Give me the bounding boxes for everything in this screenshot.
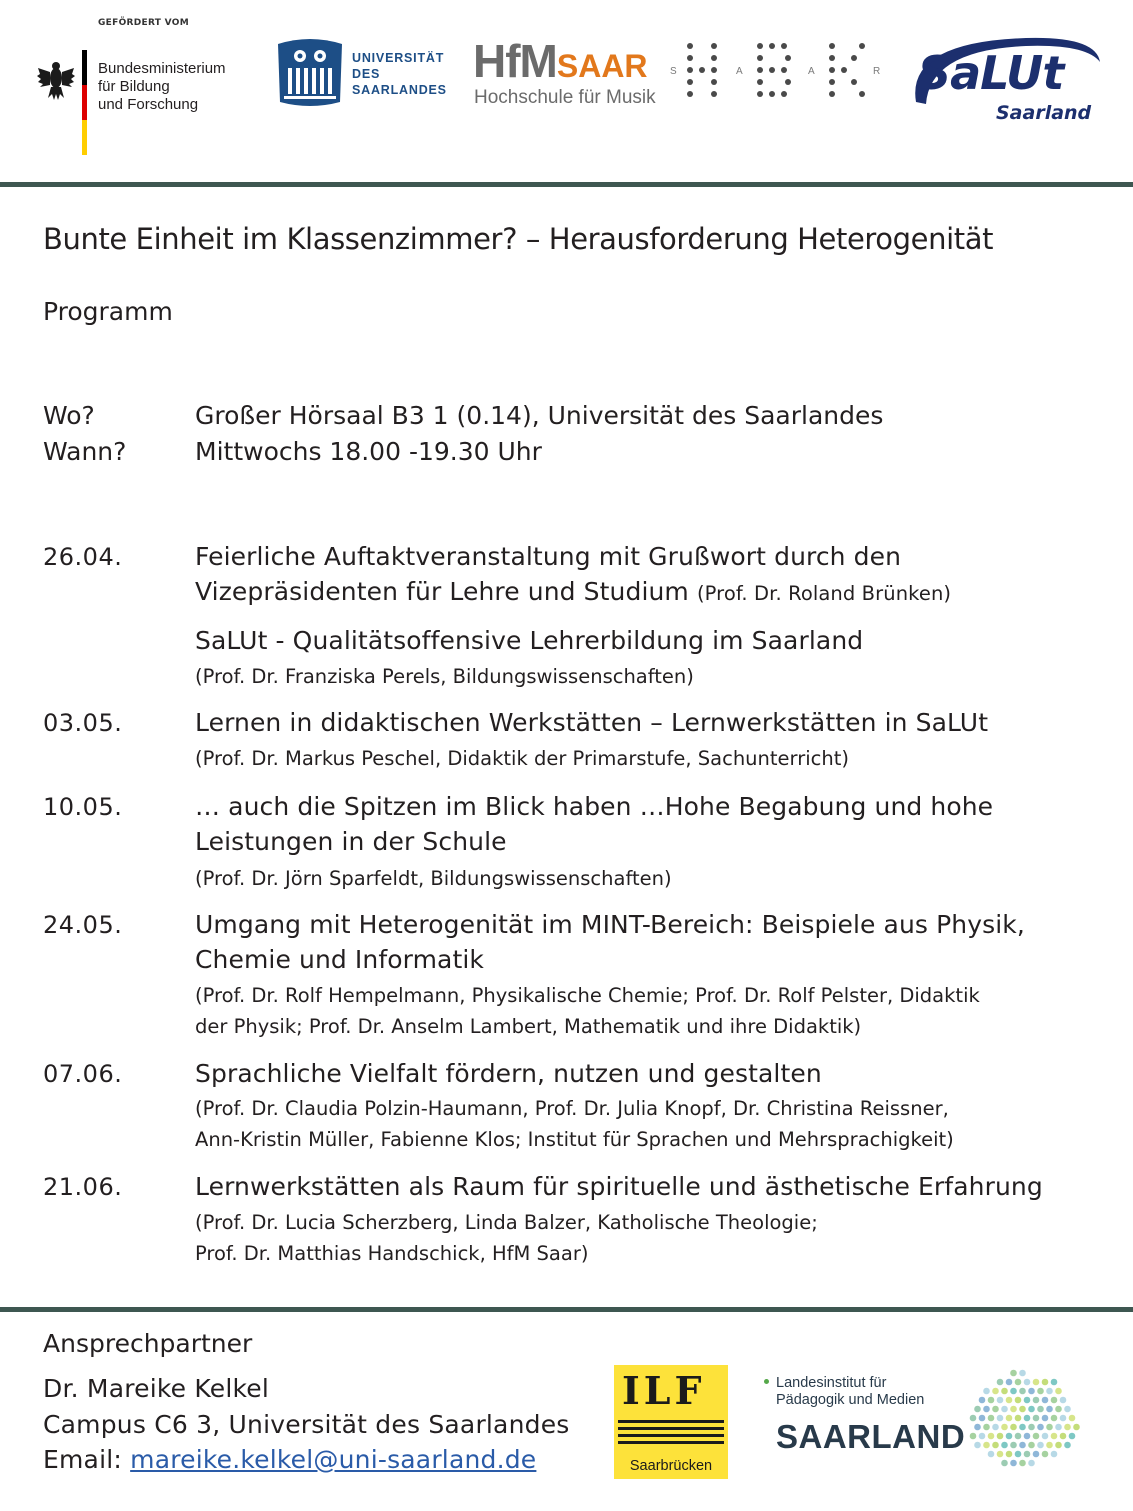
map-dot	[1060, 1433, 1067, 1440]
hbk-letter-3: A	[808, 66, 815, 77]
map-dot	[1001, 1406, 1008, 1413]
map-dot	[1006, 1451, 1013, 1458]
map-dot	[1010, 1424, 1017, 1431]
map-dot	[997, 1433, 1004, 1440]
event-date: 03.05.	[43, 709, 123, 737]
map-dot	[1024, 1379, 1031, 1386]
lpm-line-2: Pädagogik und Medien	[776, 1392, 925, 1408]
map-dot	[1001, 1424, 1008, 1431]
map-dot	[983, 1406, 990, 1413]
map-dot	[992, 1424, 999, 1431]
map-dot	[1033, 1379, 1040, 1386]
event-speaker: Ann-Kristin Müller, Fabienne Klos; Institut für Sprachen und Mehrsprachigkeit)	[195, 1128, 954, 1151]
map-dot	[992, 1442, 999, 1449]
map-dot	[1028, 1406, 1035, 1413]
map-dot	[988, 1415, 995, 1422]
map-dot	[1015, 1451, 1022, 1458]
map-dot	[1064, 1424, 1071, 1431]
map-dot	[1042, 1451, 1049, 1458]
lpm-saarland: SAARLAND	[776, 1418, 966, 1455]
map-dot	[1046, 1424, 1053, 1431]
salut-logo-sub: Saarland	[996, 102, 1092, 124]
map-dot	[1001, 1388, 1008, 1395]
event-speaker: (Prof. Dr. Lucia Scherzberg, Linda Balzer, Katholische Theologie;	[195, 1211, 818, 1234]
map-dot	[1028, 1424, 1035, 1431]
map-dot	[1028, 1388, 1035, 1395]
map-dot	[997, 1451, 1004, 1458]
map-dot	[1033, 1451, 1040, 1458]
page-title: Bunte Einheit im Klassenzimmer? – Herausforderung Heterogenität	[43, 222, 994, 256]
event-date: 07.06.	[43, 1060, 123, 1088]
bmbf-name	[98, 60, 226, 114]
map-dot	[1015, 1397, 1022, 1404]
map-dot	[1046, 1406, 1053, 1413]
event-speaker: (Prof. Dr. Claudia Polzin-Haumann, Prof. Dr. Julia Knopf, Dr. Christina Reissner,	[195, 1097, 949, 1120]
map-dot	[974, 1406, 981, 1413]
lpm-line-1: Landesinstitut für	[776, 1375, 887, 1391]
ilf-stripe	[618, 1427, 724, 1430]
event-speaker: (Prof. Dr. Roland Brünken)	[696, 582, 952, 605]
logo-bar	[0, 0, 1133, 182]
map-dot	[1024, 1451, 1031, 1458]
event-date: 10.05.	[43, 793, 123, 821]
map-dot	[1024, 1433, 1031, 1440]
map-dot	[1010, 1442, 1017, 1449]
map-dot	[1010, 1406, 1017, 1413]
contact-address: Campus C6 3, Universität des Saarlandes	[43, 1410, 570, 1439]
map-dot	[1037, 1424, 1044, 1431]
ilf-stripes	[618, 1420, 724, 1448]
map-dot	[983, 1388, 990, 1395]
map-dot	[1028, 1442, 1035, 1449]
map-dot	[1033, 1433, 1040, 1440]
event-title-line: Feierliche Auftaktveranstaltung mit Grußwort durch den	[195, 542, 902, 571]
map-dot	[1001, 1460, 1008, 1467]
bmbf-funding-label: GEFÖRDERT VOM	[98, 18, 189, 28]
map-dot	[1051, 1433, 1058, 1440]
map-dot	[1060, 1415, 1067, 1422]
bmbf-line-2: für Bildung	[98, 78, 170, 95]
map-dot	[1024, 1397, 1031, 1404]
german-flag-stripe	[82, 50, 87, 155]
map-dot	[1006, 1415, 1013, 1422]
map-dot	[1051, 1397, 1058, 1404]
map-dot	[1019, 1424, 1026, 1431]
map-dot	[1015, 1415, 1022, 1422]
flag-red	[82, 85, 87, 120]
hbk-letter-2: A	[736, 66, 743, 77]
map-dot	[992, 1388, 999, 1395]
bmbf-line-1: Bundesministerium	[98, 60, 226, 77]
map-dot	[1015, 1379, 1022, 1386]
hfm-subtitle: Hochschule für Musik	[474, 87, 656, 108]
map-dot	[1006, 1397, 1013, 1404]
map-dot	[1019, 1460, 1026, 1467]
event-speaker: Prof. Dr. Matthias Handschick, HfM Saar)	[195, 1242, 589, 1265]
when-value: Mittwochs 18.00 -19.30 Uhr	[195, 437, 542, 466]
map-dot	[1033, 1415, 1040, 1422]
event-speaker: (Prof. Dr. Markus Peschel, Didaktik der Primarstufe, Sachunterricht)	[195, 747, 849, 770]
map-dot	[1064, 1406, 1071, 1413]
salut-logo-word: SaLUt	[918, 46, 1064, 100]
map-dot	[1037, 1388, 1044, 1395]
map-dot	[1028, 1460, 1035, 1467]
map-dot	[1024, 1415, 1031, 1422]
top-divider	[0, 182, 1133, 187]
map-dot	[1064, 1442, 1071, 1449]
ilf-stripe	[618, 1420, 724, 1423]
map-dot	[1015, 1433, 1022, 1440]
map-dot	[974, 1424, 981, 1431]
event-title-line: Chemie und Informatik	[195, 945, 484, 974]
bmbf-line-3: und Forschung	[98, 96, 199, 113]
map-dot	[1042, 1433, 1049, 1440]
event-speaker: (Prof. Dr. Franziska Perels, Bildungswissenschaften)	[195, 665, 694, 688]
map-dot	[1019, 1406, 1026, 1413]
map-dot	[1001, 1442, 1008, 1449]
map-dot	[983, 1442, 990, 1449]
event-speaker: der Physik; Prof. Dr. Anselm Lambert, Mathematik und ihre Didaktik)	[195, 1015, 862, 1038]
map-dot	[997, 1397, 1004, 1404]
program-heading: Programm	[43, 297, 173, 326]
map-dot	[1051, 1379, 1058, 1386]
hfm-saar-word: SAAR	[556, 48, 648, 84]
map-dot	[1069, 1415, 1076, 1422]
contact-heading: Ansprechpartner	[43, 1329, 253, 1358]
lpm-bullet-icon	[764, 1379, 769, 1384]
university-name	[352, 50, 447, 98]
where-value: Großer Hörsaal B3 1 (0.14), Universität des Saarlandes	[195, 401, 884, 430]
map-dot	[1046, 1442, 1053, 1449]
event-title-line: Sprachliche Vielfalt fördern, nutzen und gestalten	[195, 1059, 822, 1088]
federal-eagle-icon	[36, 58, 76, 104]
map-dot	[1073, 1424, 1080, 1431]
map-dot	[1033, 1397, 1040, 1404]
when-label: Wann?	[43, 437, 127, 466]
map-dot	[979, 1415, 986, 1422]
map-dot	[997, 1379, 1004, 1386]
contact-email-line	[43, 1445, 536, 1474]
map-dot	[992, 1406, 999, 1413]
ilf-city: Saarbrücken	[629, 1458, 713, 1474]
event-speaker: (Prof. Dr. Rolf Hempelmann, Physikalische Chemie; Prof. Dr. Rolf Pelster, Didaktik	[195, 984, 980, 1007]
event-title-line: Lernwerkstätten als Raum für spirituelle und ästhetische Erfahrung	[195, 1172, 1043, 1201]
hbk-letter-1: S	[670, 66, 677, 77]
map-dot	[1069, 1433, 1076, 1440]
map-dot	[1055, 1442, 1062, 1449]
event-speaker: (Prof. Dr. Jörn Sparfeldt, Bildungswissenschaften)	[195, 867, 672, 890]
map-dot	[1051, 1415, 1058, 1422]
hbk-letter-4: R	[873, 66, 881, 77]
map-dot	[1042, 1415, 1049, 1422]
ilf-stripe	[618, 1434, 724, 1437]
hfm-logo	[473, 36, 648, 91]
map-dot	[1037, 1406, 1044, 1413]
event-title-line	[195, 577, 951, 606]
map-dot	[1055, 1388, 1062, 1395]
event-title-line: Umgang mit Heterogenität im MINT-Bereich: Beispiele aus Physik,	[195, 910, 1025, 939]
map-dot	[988, 1451, 995, 1458]
map-dot	[988, 1397, 995, 1404]
uds-line-2: DES	[352, 67, 381, 81]
map-dot	[1055, 1424, 1062, 1431]
map-dot	[1006, 1379, 1013, 1386]
uds-line-1: UNIVERSITÄT	[352, 51, 445, 65]
map-dot	[979, 1433, 986, 1440]
flag-black	[82, 50, 87, 85]
email-link[interactable]: mareike.kelkel@uni-saarland.de	[130, 1445, 537, 1474]
saarland-dot-map-icon	[958, 1358, 1088, 1488]
map-dot	[1019, 1370, 1026, 1377]
map-dot	[1019, 1442, 1026, 1449]
hbk-logo	[668, 40, 883, 106]
email-label: Email:	[43, 1445, 131, 1474]
university-seal-icon	[274, 38, 346, 108]
bottom-divider	[0, 1307, 1133, 1312]
map-dot	[1019, 1388, 1026, 1395]
event-date: 24.05.	[43, 911, 123, 939]
event-date: 26.04.	[43, 543, 123, 571]
map-dot	[1006, 1433, 1013, 1440]
event-title-line: SaLUt - Qualitätsoffensive Lehrerbildung im Saarland	[195, 626, 864, 655]
map-dot	[1055, 1406, 1062, 1413]
event-date: 21.06.	[43, 1173, 123, 1201]
map-dot	[1042, 1397, 1049, 1404]
contact-name: Dr. Mareike Kelkel	[43, 1374, 269, 1403]
flag-gold	[82, 120, 87, 155]
map-dot	[1010, 1388, 1017, 1395]
hfm-letters: HfM	[473, 35, 557, 87]
map-dot	[988, 1433, 995, 1440]
ilf-letters: ILF	[622, 1368, 706, 1413]
map-dot	[1046, 1388, 1053, 1395]
map-dot	[974, 1442, 981, 1449]
map-dot	[979, 1397, 986, 1404]
uds-line-3: SAARLANDES	[352, 83, 447, 97]
ilf-stripe	[618, 1441, 724, 1444]
event-title-line: Lernen in didaktischen Werkstätten – Lernwerkstätten in SaLUt	[195, 708, 989, 737]
event-title-text: Vizepräsidenten für Lehre und Studium	[195, 577, 689, 606]
map-dot	[1010, 1460, 1017, 1467]
event-title-line: … auch die Spitzen im Blick haben …Hohe Begabung und hohe	[195, 792, 994, 821]
map-dot	[1060, 1397, 1067, 1404]
map-dot	[1010, 1370, 1017, 1377]
map-dot	[997, 1415, 1004, 1422]
map-dot	[1051, 1451, 1058, 1458]
map-dot	[970, 1433, 977, 1440]
map-dot	[1042, 1379, 1049, 1386]
where-label: Wo?	[43, 401, 95, 430]
map-dot	[1037, 1442, 1044, 1449]
map-dot	[970, 1415, 977, 1422]
event-title-line: Leistungen in der Schule	[195, 827, 507, 856]
map-dot	[983, 1424, 990, 1431]
